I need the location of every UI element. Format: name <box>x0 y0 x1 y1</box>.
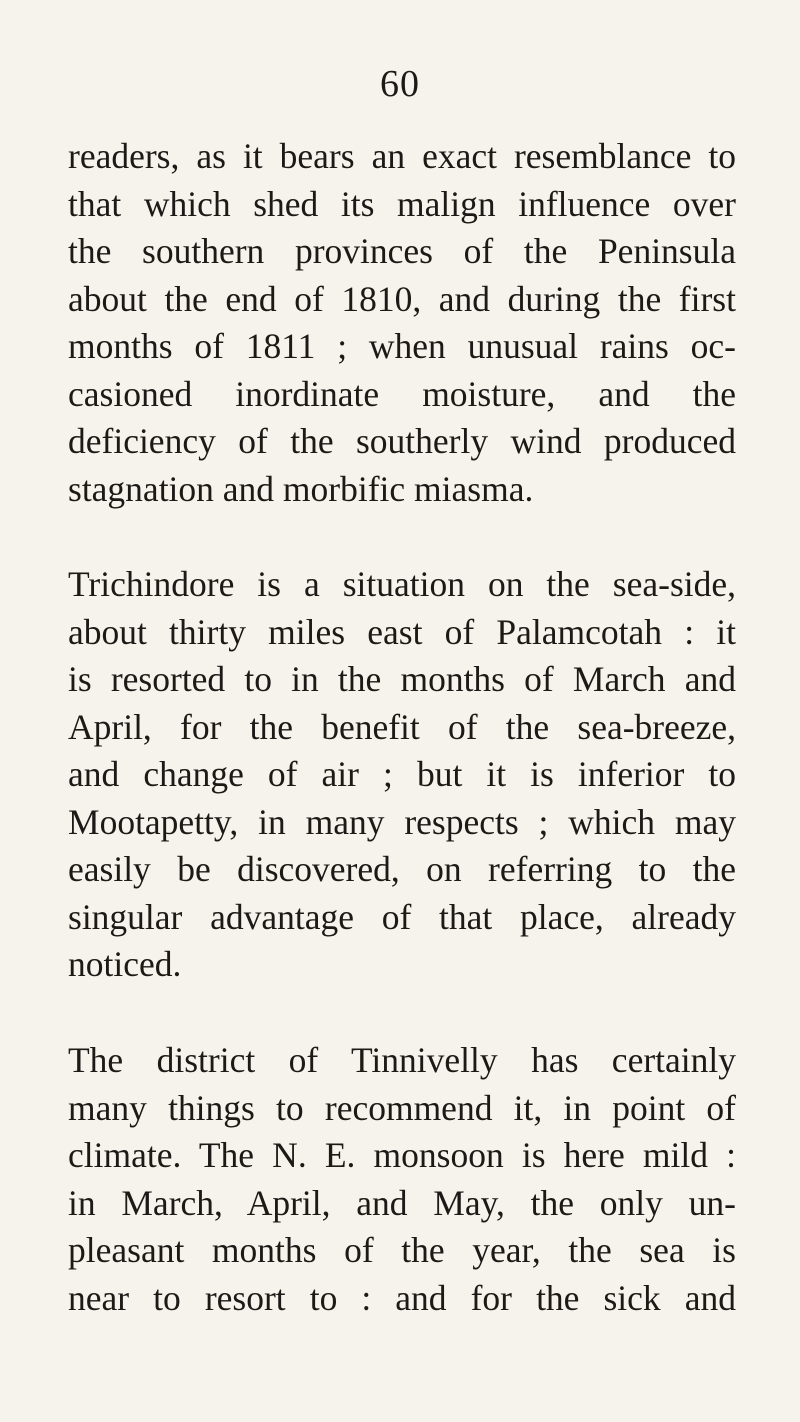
text-line: and change of air ; but it is inferior to <box>68 754 736 794</box>
text-line: casioned inordinate moisture, and the <box>68 373 736 414</box>
text-line: near to resort to : and for the sick and <box>68 1277 736 1318</box>
text-line: deficiency of the southerly wind produced <box>68 421 736 461</box>
text-line: the southern provinces of the Peninsula <box>68 231 736 271</box>
text-line: about thirty miles east of Palamcotah : it <box>68 611 736 652</box>
text-line: about the end of 1810, and during the first <box>68 278 736 319</box>
text-line: readers, as it bears an exact resemblance to <box>68 136 736 176</box>
page-number: 60 <box>380 63 420 105</box>
text-line: in March, April, and May, the only un- <box>68 1182 736 1223</box>
text-line: April, for the benefit of the sea-breeze, <box>68 706 736 747</box>
text-line: stagnation and morbific miasma. <box>68 468 534 509</box>
text-line: pleasant months of the year, the sea is <box>68 1230 736 1270</box>
text-line: many things to recommend it, in point of <box>68 1087 736 1128</box>
text-line: singular advantage of that place, already <box>68 896 736 937</box>
text-line: climate. The N. E. monsoon is here mild : <box>68 1135 736 1175</box>
paragraph-3 <box>68 1037 736 1322</box>
paragraph-1 <box>68 133 736 513</box>
text-line: Trichindore is a situation on the sea-side, <box>68 564 736 604</box>
text-line: Mootapetty, in many respects ; which may <box>68 801 736 842</box>
text-line: months of 1811 ; when unusual rains oc- <box>68 326 736 366</box>
paragraph-2 <box>68 561 736 989</box>
text-line: The district of Tinnivelly has certainly <box>68 1040 736 1080</box>
text-line: that which shed its malign influence over <box>68 183 736 224</box>
text-line: easily be discovered, on referring to the <box>68 849 736 889</box>
text-line: is resorted to in the months of March and <box>68 659 736 699</box>
text-line: noticed. <box>68 944 182 984</box>
